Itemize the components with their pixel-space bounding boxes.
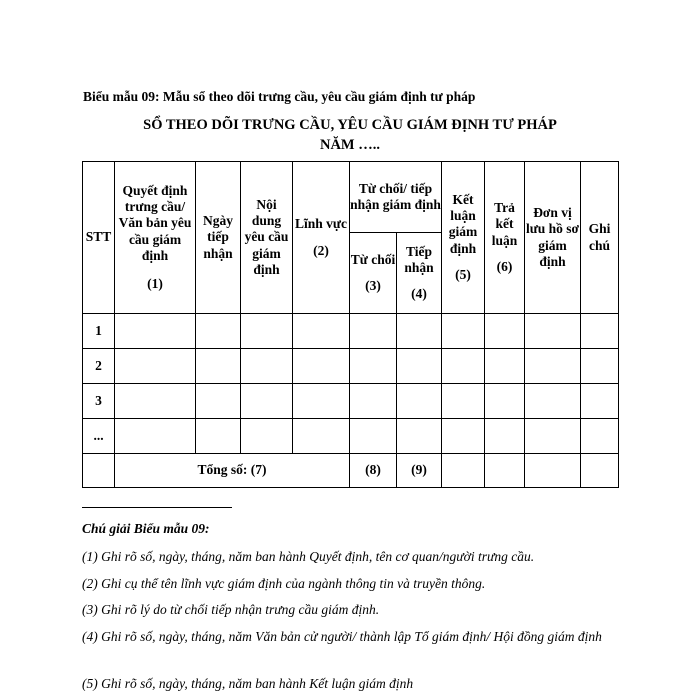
total-row: [83, 454, 619, 488]
header-conclusion: Kết luận giám định (5): [442, 162, 485, 314]
header-refuse-accept: Từ chối/ tiếp nhận giám định: [350, 162, 442, 233]
notes-title: Chú giải Biểu mẫu 09:: [82, 521, 210, 536]
form-title: Biểu mẫu 09: Mẫu sổ theo dõi trưng cầu, yêu cầu giám định tư pháp: [83, 89, 476, 104]
header-accept: Tiếp nhận (4): [397, 233, 442, 314]
header-field: Lĩnh vực (2): [293, 162, 350, 314]
table-row: [83, 349, 619, 384]
total-label: Tổng số: (7): [115, 454, 350, 488]
book-title: SỔ THEO DÕI TRƯNG CẦU, YÊU CẦU GIÁM ĐỊNH TƯ PHÁP: [143, 117, 557, 133]
header-content: Nội dung yêu cầu giám định: [241, 162, 293, 314]
header-note: Ghi chú: [581, 162, 619, 314]
header-refuse: Từ chối (3): [350, 233, 397, 314]
header-decision: Quyết định trưng cầu/ Văn bản yêu cầu giám định (1): [115, 162, 196, 314]
table-row: [83, 419, 619, 454]
note-item: (5) Ghi rõ số, ngày, tháng, năm ban hành Kết luận giám định: [82, 676, 414, 691]
total-accept: (9): [397, 454, 442, 488]
table-row: [83, 384, 619, 419]
header-received-date: Ngày tiếp nhận: [196, 162, 241, 314]
header-stt: STT: [83, 162, 115, 314]
book-year: NĂM …..: [319, 137, 380, 153]
total-refuse: (8): [350, 454, 397, 488]
note-item: (4) Ghi rõ số, ngày, tháng, năm Văn bản cử người/ thành lập Tổ giám định/ Hội đồng giám định: [82, 629, 602, 644]
header-row-1: [83, 162, 619, 233]
row-number: 3: [83, 384, 115, 419]
row-number: 2: [83, 349, 115, 384]
ledger-table: [82, 161, 619, 488]
note-item: (2) Ghi cụ thể tên lĩnh vực giám định của ngành thông tin và truyền thông.: [82, 576, 486, 591]
table-row: [83, 314, 619, 349]
row-number: 1: [83, 314, 115, 349]
note-item: (3) Ghi rõ lý do từ chối tiếp nhận trưng cầu giám định.: [82, 602, 380, 617]
divider: [82, 507, 232, 508]
row-number: ...: [83, 419, 115, 454]
header-archive-unit: Đơn vị lưu hồ sơ giám định: [525, 162, 581, 314]
note-item: (1) Ghi rõ số, ngày, tháng, năm ban hành Quyết định, tên cơ quan/người trưng cầu.: [82, 549, 535, 564]
header-return: Trả kết luận (6): [485, 162, 525, 314]
